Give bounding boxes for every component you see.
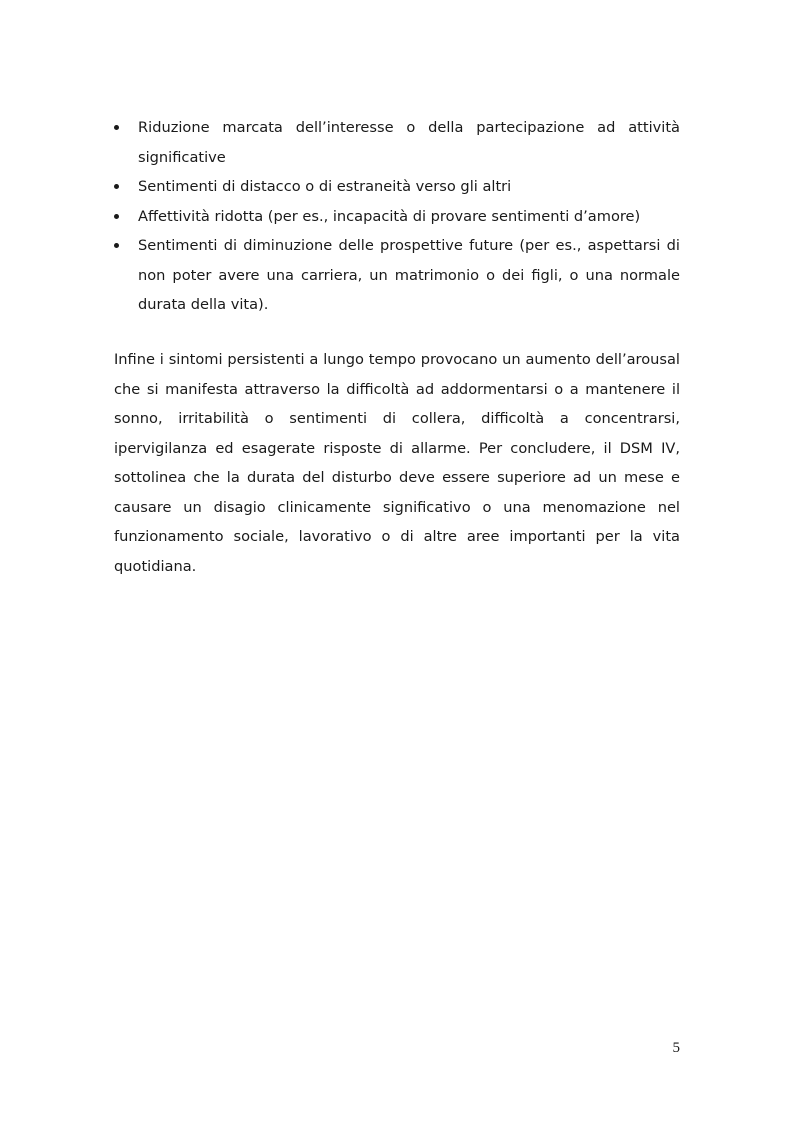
bullet-icon bbox=[114, 214, 119, 219]
list-item-text: Riduzione marcata dell’interesse o della partecipazione ad attività significative bbox=[138, 119, 680, 166]
bullet-icon bbox=[114, 184, 119, 189]
list-item bbox=[114, 231, 680, 320]
list-item bbox=[114, 113, 680, 172]
list-item bbox=[114, 202, 680, 232]
bullet-icon bbox=[114, 243, 119, 248]
list-item bbox=[114, 172, 680, 202]
body-paragraph: Infine i sintomi persistenti a lungo tempo provocano un aumento dell’arousal che si manifesta attraverso la difficoltà ad addormentarsi o a mantenere il sonno, irritabilità o sentimenti di collera, difficoltà a concentrarsi, ipervigilanza ed esagerate risposte di allarme. Per concludere, il DSM IV, sottolinea che la durata del disturbo deve essere superiore ad un mese e causare un disagio clinicamente significativo o una menomazione nel funzionamento sociale, lavorativo o di altre aree importanti per la vita quotidiana. bbox=[114, 351, 680, 575]
list-item-text: Sentimenti di distacco o di estraneità verso gli altri bbox=[138, 178, 512, 195]
symptom-bullet-list bbox=[114, 113, 680, 320]
bullet-icon bbox=[114, 125, 119, 130]
list-item-text: Sentimenti di diminuzione delle prospettive future (per es., aspettarsi di non poter avere una carriera, un matrimonio o dei figli, o una normale durata della vita). bbox=[138, 237, 680, 313]
page-number: 5 bbox=[672, 1040, 680, 1056]
list-item-text: Affettività ridotta (per es., incapacità di provare sentimenti d’amore) bbox=[138, 207, 641, 225]
